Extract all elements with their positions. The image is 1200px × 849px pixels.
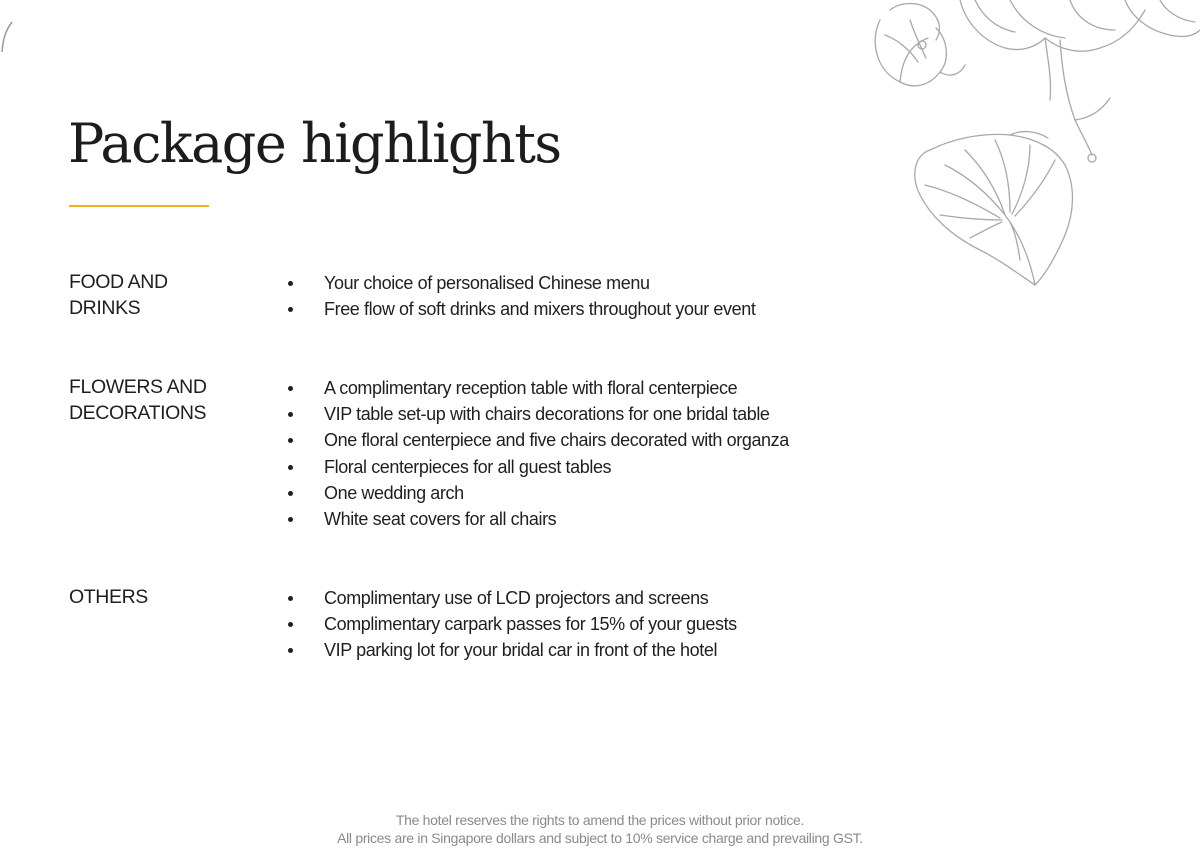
list-item-text: Floral centerpieces for all guest tables: [324, 456, 612, 477]
list-item: [285, 637, 737, 663]
section-label: [69, 269, 269, 321]
section-item-list: [285, 375, 789, 532]
list-item-text: Your choice of personalised Chinese menu: [324, 273, 650, 293]
list-item: [285, 375, 789, 401]
list-item-text: VIP parking lot for your bridal car in front of the hotel: [324, 640, 718, 661]
bullet-icon: [288, 622, 293, 627]
section-label-line: OTHERS: [69, 586, 148, 608]
bullet-icon: [288, 412, 293, 417]
bullet-icon: [288, 438, 293, 443]
bullet-icon: [288, 517, 293, 522]
footer-disclaimer: [0, 811, 1200, 847]
list-item-text: Complimentary carpark passes for 15% of your guests: [324, 614, 737, 635]
list-item: [285, 401, 789, 427]
list-item: [285, 480, 789, 506]
bullet-icon: [288, 307, 293, 312]
list-item-text: A complimentary reception table with floral centerpiece: [324, 378, 738, 398]
section-label: [69, 374, 269, 426]
list-item-text: Complimentary use of LCD projectors and screens: [324, 588, 709, 608]
footer-line: All prices are in Singapore dollars and subject to 10% service charge and prevailing GST.: [337, 830, 863, 846]
page-title: Package highlights: [68, 112, 561, 175]
bullet-icon: [288, 596, 293, 601]
section-label-line: FOOD AND: [69, 271, 168, 293]
bullet-icon: [288, 386, 293, 391]
corner-stroke: [0, 20, 16, 60]
section-label-line: DRINKS: [69, 297, 141, 319]
list-item: [285, 454, 789, 480]
floral-illustration: [870, 0, 1200, 300]
list-item-text: One wedding arch: [324, 482, 464, 503]
list-item-text: White seat covers for all chairs: [324, 509, 557, 530]
list-item: [285, 270, 755, 296]
list-item-text: One floral centerpiece and five chairs decorated with organza: [324, 430, 789, 451]
section-label-line: FLOWERS AND: [69, 376, 207, 398]
section-label: [69, 584, 269, 610]
bullet-icon: [288, 648, 293, 653]
bullet-icon: [288, 491, 293, 496]
section-label-line: DECORATIONS: [69, 402, 207, 424]
footer-line: The hotel reserves the rights to amend the prices without prior notice.: [395, 812, 805, 828]
bullet-icon: [288, 465, 293, 470]
list-item: [285, 506, 789, 532]
section-item-list: [285, 585, 737, 664]
list-item: [285, 427, 789, 453]
section-item-list: [285, 270, 755, 322]
title-underline: [69, 205, 209, 207]
list-item: [285, 296, 755, 322]
list-item-text: VIP table set-up with chairs decorations for one bridal table: [324, 404, 770, 425]
bullet-icon: [288, 281, 293, 286]
list-item: [285, 585, 737, 611]
list-item-text: Free flow of soft drinks and mixers throughout your event: [324, 299, 756, 320]
list-item: [285, 611, 737, 637]
